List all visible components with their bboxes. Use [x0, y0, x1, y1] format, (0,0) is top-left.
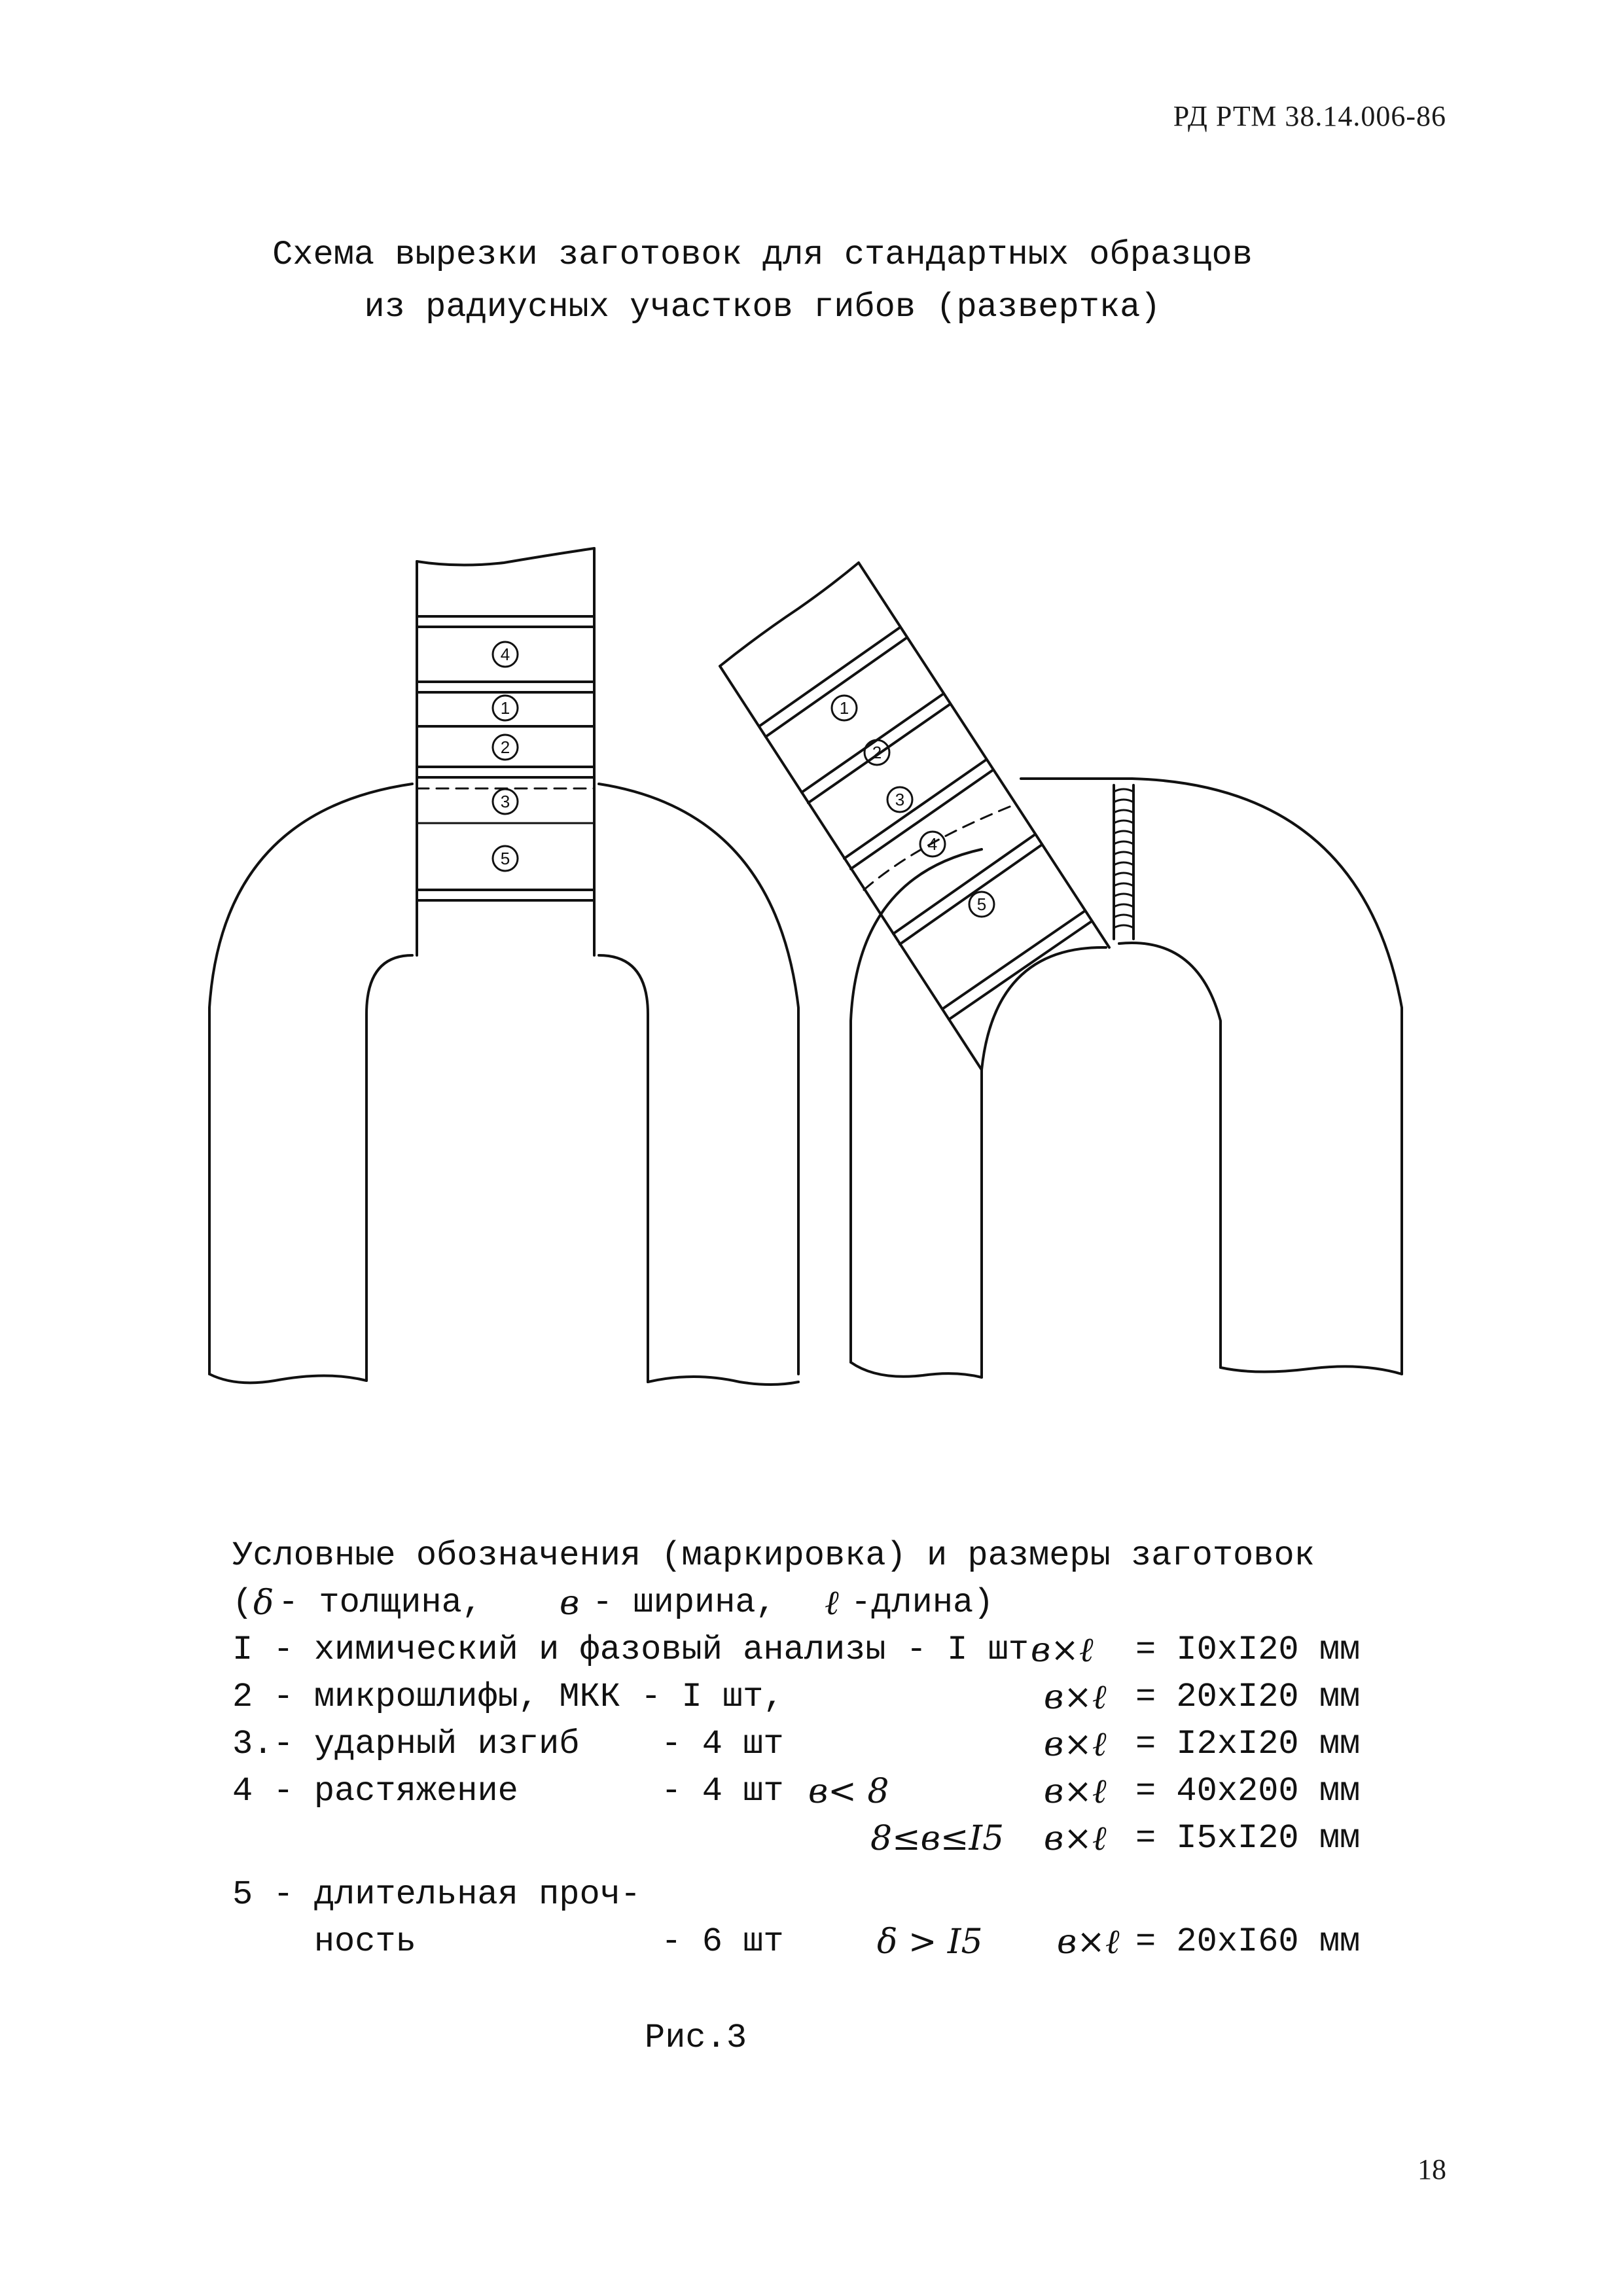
right-weld-seam [1114, 785, 1133, 939]
document-code: РД РТМ 38.14.006-86 [1173, 100, 1446, 132]
right-bend-outline [851, 779, 1402, 1377]
left-marker-label: 4 [500, 645, 510, 664]
delta-symbol: δ [253, 1583, 274, 1623]
b-symbol: в [560, 1583, 580, 1623]
l-symbol: ℓ [825, 1583, 839, 1623]
item-size: = 20xI20 мм [1135, 1678, 1361, 1716]
left-marker-label: 5 [500, 849, 510, 868]
item-size: = 20xI60 мм [1135, 1922, 1361, 1961]
item-label: 5 - длительная проч- [232, 1875, 641, 1914]
right-marker-label: 3 [895, 790, 905, 809]
item-label: 2 - микрошлифы, МКК - I шт, [232, 1678, 784, 1716]
legend-item [232, 1629, 1476, 1676]
left-marker-label: 1 [500, 698, 510, 718]
item-condition: 8≤в≤I5 [870, 1819, 1005, 1858]
item-condition: δ > I5 [877, 1922, 983, 1962]
legend-item [232, 1920, 1476, 1968]
item-condition: в< 8 [808, 1772, 889, 1811]
left-marker-label: 2 [500, 737, 510, 757]
open-paren: ( [232, 1583, 253, 1622]
item-formula: в×ℓ [1031, 1631, 1094, 1670]
item-label: 3.- ударный изгиб - 4 шт [232, 1725, 784, 1763]
right-specimen-strip [720, 563, 1109, 1070]
legend-heading: Условные обозначения (маркировка) и размеры заготовок [232, 1536, 1315, 1575]
legend-item [232, 1676, 1476, 1723]
legend-item [232, 1723, 1476, 1770]
delta-definition: - толщина, [278, 1583, 483, 1622]
right-marker-label: 4 [927, 834, 938, 854]
item-size: = I2xI20 мм [1135, 1725, 1361, 1763]
b-definition: - ширина, [592, 1583, 776, 1622]
left-bend-outline [209, 784, 798, 1385]
page-number: 18 [1418, 2153, 1446, 2185]
item-formula: в×ℓ [1057, 1922, 1120, 1962]
item-label: ность - 6 шт [232, 1922, 784, 1961]
item-label: I - химический и фазовый анализы - I шт [232, 1631, 1029, 1669]
figure-title-line-2: из радиусных участков гибов (развертка) [364, 288, 1161, 327]
right-marker-label: 1 [839, 698, 849, 718]
legend [232, 1534, 1476, 1968]
left-marker-label: 3 [500, 792, 510, 811]
item-formula: в×ℓ [1044, 1725, 1107, 1764]
item-size: = I0xI20 мм [1135, 1631, 1361, 1669]
legend-item [232, 1817, 1476, 1864]
legend-item [232, 1770, 1476, 1817]
item-formula: в×ℓ [1044, 1772, 1107, 1811]
figure-caption: Рис.3 [645, 2019, 747, 2057]
bend-cutting-diagram [196, 537, 1453, 1400]
legend-item [232, 1873, 1476, 1920]
l-definition: -длина) [851, 1583, 994, 1622]
item-size: = 40x200 мм [1135, 1772, 1361, 1810]
item-label: 4 - растяжение - 4 шт [232, 1772, 784, 1810]
item-size: = I5xI20 мм [1135, 1819, 1361, 1858]
right-marker-label: 2 [872, 743, 882, 762]
item-formula: в×ℓ [1044, 1678, 1107, 1717]
figure-title-line-1: Схема вырезки заготовок для стандартных образцов [272, 236, 1253, 274]
legend-symbols [232, 1581, 1476, 1629]
item-formula: в×ℓ [1044, 1819, 1107, 1858]
right-marker-label: 5 [976, 894, 987, 914]
